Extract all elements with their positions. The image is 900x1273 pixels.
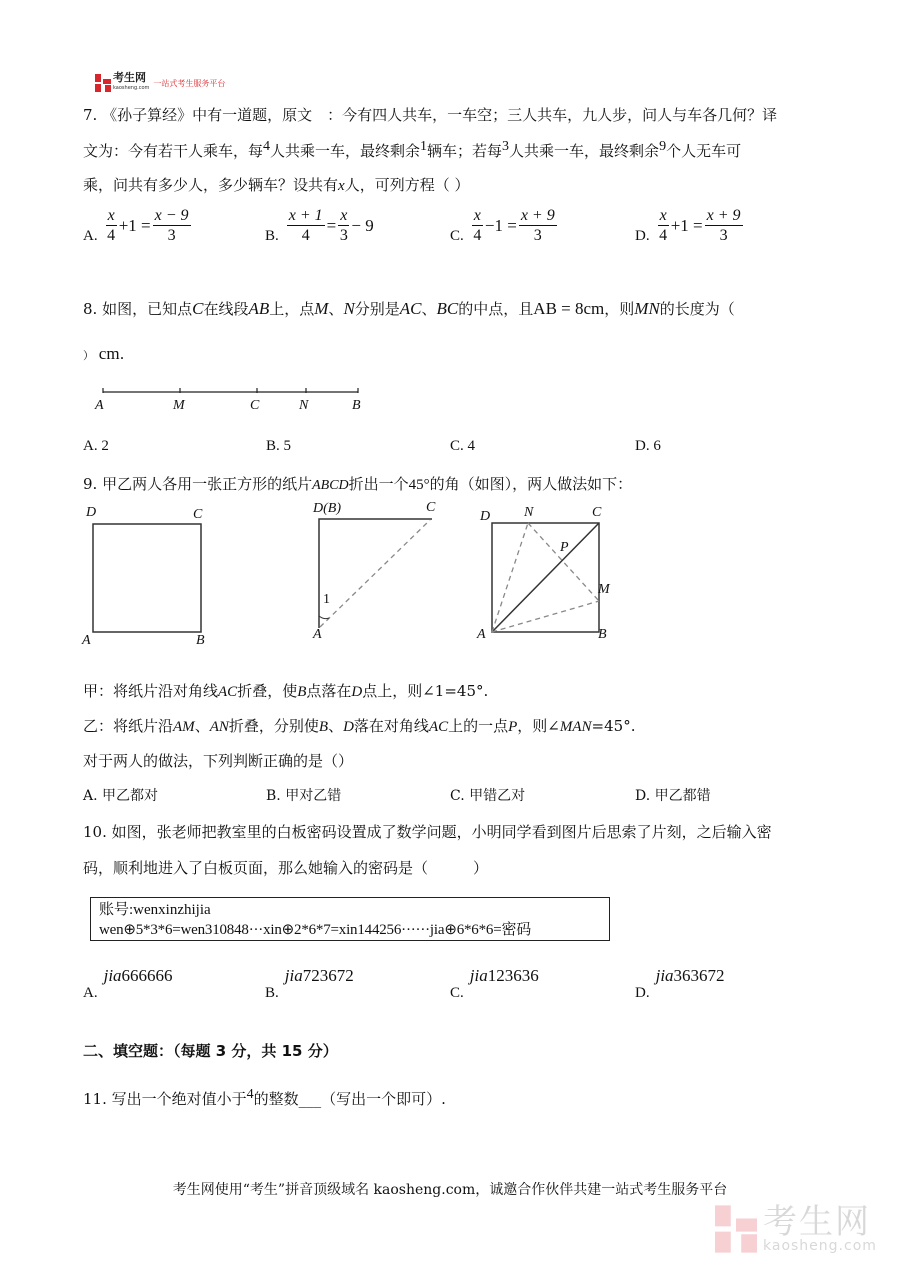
fig3-label-m: M [598,582,610,597]
fig2-label-1: 1 [323,592,330,607]
fraction: $\frac{x}{4}$ [107,207,116,244]
q8-option-b[interactable]: B. 5 [266,438,292,454]
q10-option-b[interactable]: B.jia723672 [265,966,354,1001]
point-c: C [250,398,260,413]
fraction: $\frac{x - 9}{3}$ [154,207,189,244]
point-b: B [352,398,361,413]
fraction: $\frac{x + 1}{4}$ [288,207,323,244]
footer-text: 考生网使用“考生”拼音顶级域名 kaosheng.com，诚邀合作伙伴共建一站式考生服务平台 [172,1182,728,1198]
point-a: A [95,398,104,413]
q9-option-a[interactable]: A. 甲乙都对 [83,788,159,804]
fig1-label-c: C [193,507,203,522]
q9-option-c[interactable]: C. 甲错乙对 [450,788,526,804]
watermark-logo [715,1202,877,1254]
q10-line1: 10. 如图，张老师把教室里的白板密码设置成了数学问题，小明同学看到图片后思索了片刻，之后输入密 [83,823,772,841]
watermark-icon [715,1205,757,1253]
q9-option-b[interactable]: B. 甲对乙错 [266,788,342,804]
q9-question: 对于两人的做法，下列判断正确的是（） [83,752,354,770]
fraction: $\frac{x}{3}$ [339,207,348,244]
q8-option-c[interactable]: C. 4 [450,438,476,454]
fig3-label-d: D [480,509,491,524]
fig2-label-a: A [313,627,322,642]
fig3-label-b: B [598,627,607,642]
password-box [90,897,610,941]
fig2-label-db: D(B) [313,501,341,516]
q7-option-c[interactable]: C. $\frac{x}{4}$ −1 = $\frac{x + 9}{3}$ [450,207,555,244]
figure-square [80,505,220,650]
q10-option-a[interactable]: A.jia666666 [83,966,173,1001]
logo-sub: kaosheng.com [113,85,150,91]
fig2-label-c: C [426,500,436,515]
q7-option-b[interactable]: B. $\frac{x + 1}{4}$ = $\frac{x}{3}$ − 9 [265,207,374,244]
fig3-label-p: P [560,540,569,555]
q9-jia: 甲：将纸片沿对角线AC折叠，使B点落在D点上，则∠1=45°. [83,682,489,700]
q7-option-a[interactable]: A. $\frac{x}{4}$ +1 = $\frac{x - 9}{3}$ [83,207,189,244]
logo-text: 考生网 [113,71,146,84]
watermark-text: 考生网 [763,1202,871,1242]
fig3-label-c: C [592,505,602,520]
figure-fold-jia [300,505,450,650]
q7-option-d[interactable]: D. $\frac{x}{4}$ +1 = $\frac{x + 9}{3}$ [635,207,741,244]
q10-line2: 码，顺利地进入了白板页面，那么她输入的密码是（ ） [83,859,489,877]
fraction: $\frac{x}{4}$ [659,207,668,244]
point-n: N [299,398,309,413]
q9-yi: 乙：将纸片沿AM、AN折叠，分别使B、D落在对角线AC上的一点P，则∠MAN=45°. [83,717,636,735]
section-heading: 二、填空题：（每题 3 分，共 15 分） [83,1042,338,1060]
header-slogan: 一站式考生服务平台 [153,78,226,88]
q8-line1: 8. 如图，已知点C在线段AB上，点M、N分别是AC、BC的中点，且AB = 8cm，则MN的长度为（ [83,299,735,318]
fraction: $\frac{x + 9}{3}$ [520,207,555,244]
fig1-label-a: A [82,633,91,648]
point-m: M [173,398,185,413]
q8-option-a[interactable]: A. 2 [83,438,109,454]
q8-option-d[interactable]: D. 6 [635,438,661,454]
formula-line: wen⊕5*3*6=wen310848···xin⊕2*6*7=xin144256······jia⊕6*6*6=密码 [99,922,532,938]
q11-text: 11. 写出一个绝对值小于$^4$的整数___（写出一个即可）. [83,1087,446,1108]
watermark-sub: kaosheng.com [763,1238,877,1254]
fraction: $\frac{x}{4}$ [473,207,482,244]
q10-option-d[interactable]: D.jia363672 [635,966,725,1001]
q9-option-d[interactable]: D. 甲乙都错 [635,788,711,804]
fig1-label-d: D [86,505,97,520]
q7-line2: 文为：今有若干人乘车，每$^4$人共乘一车，最终剩余$^1$辆车；若每$^3$人共乘一车，最终剩余$^9$个人无车可 [83,139,742,160]
q7-line1: 7. 《孙子算经》中有一道题，原文 ：今有四人共车，一车空；三人共车，九人步，问人与车各几何？译 [83,106,778,124]
account-line: 账号:wenxinzhijia [99,902,211,918]
header-logo [95,73,225,93]
fig3-label-n: N [524,505,534,520]
fraction: $\frac{x + 9}{3}$ [706,207,741,244]
fig1-label-b: B [196,633,205,648]
fig3-label-a: A [477,627,486,642]
q8-line2: ） cm. [83,344,125,363]
segment-figure [95,385,375,400]
q10-option-c[interactable]: C.jia123636 [450,966,539,1001]
kaosheng-logo-icon [95,74,111,92]
q7-line3: 乘，问共有多少人，多少辆车？设共有x人，可列方程（ ） [83,176,470,194]
q9-line1: 9. 甲乙两人各用一张正方形的纸片ABCD折出一个45°的角（如图），两人做法如下： [83,475,633,493]
